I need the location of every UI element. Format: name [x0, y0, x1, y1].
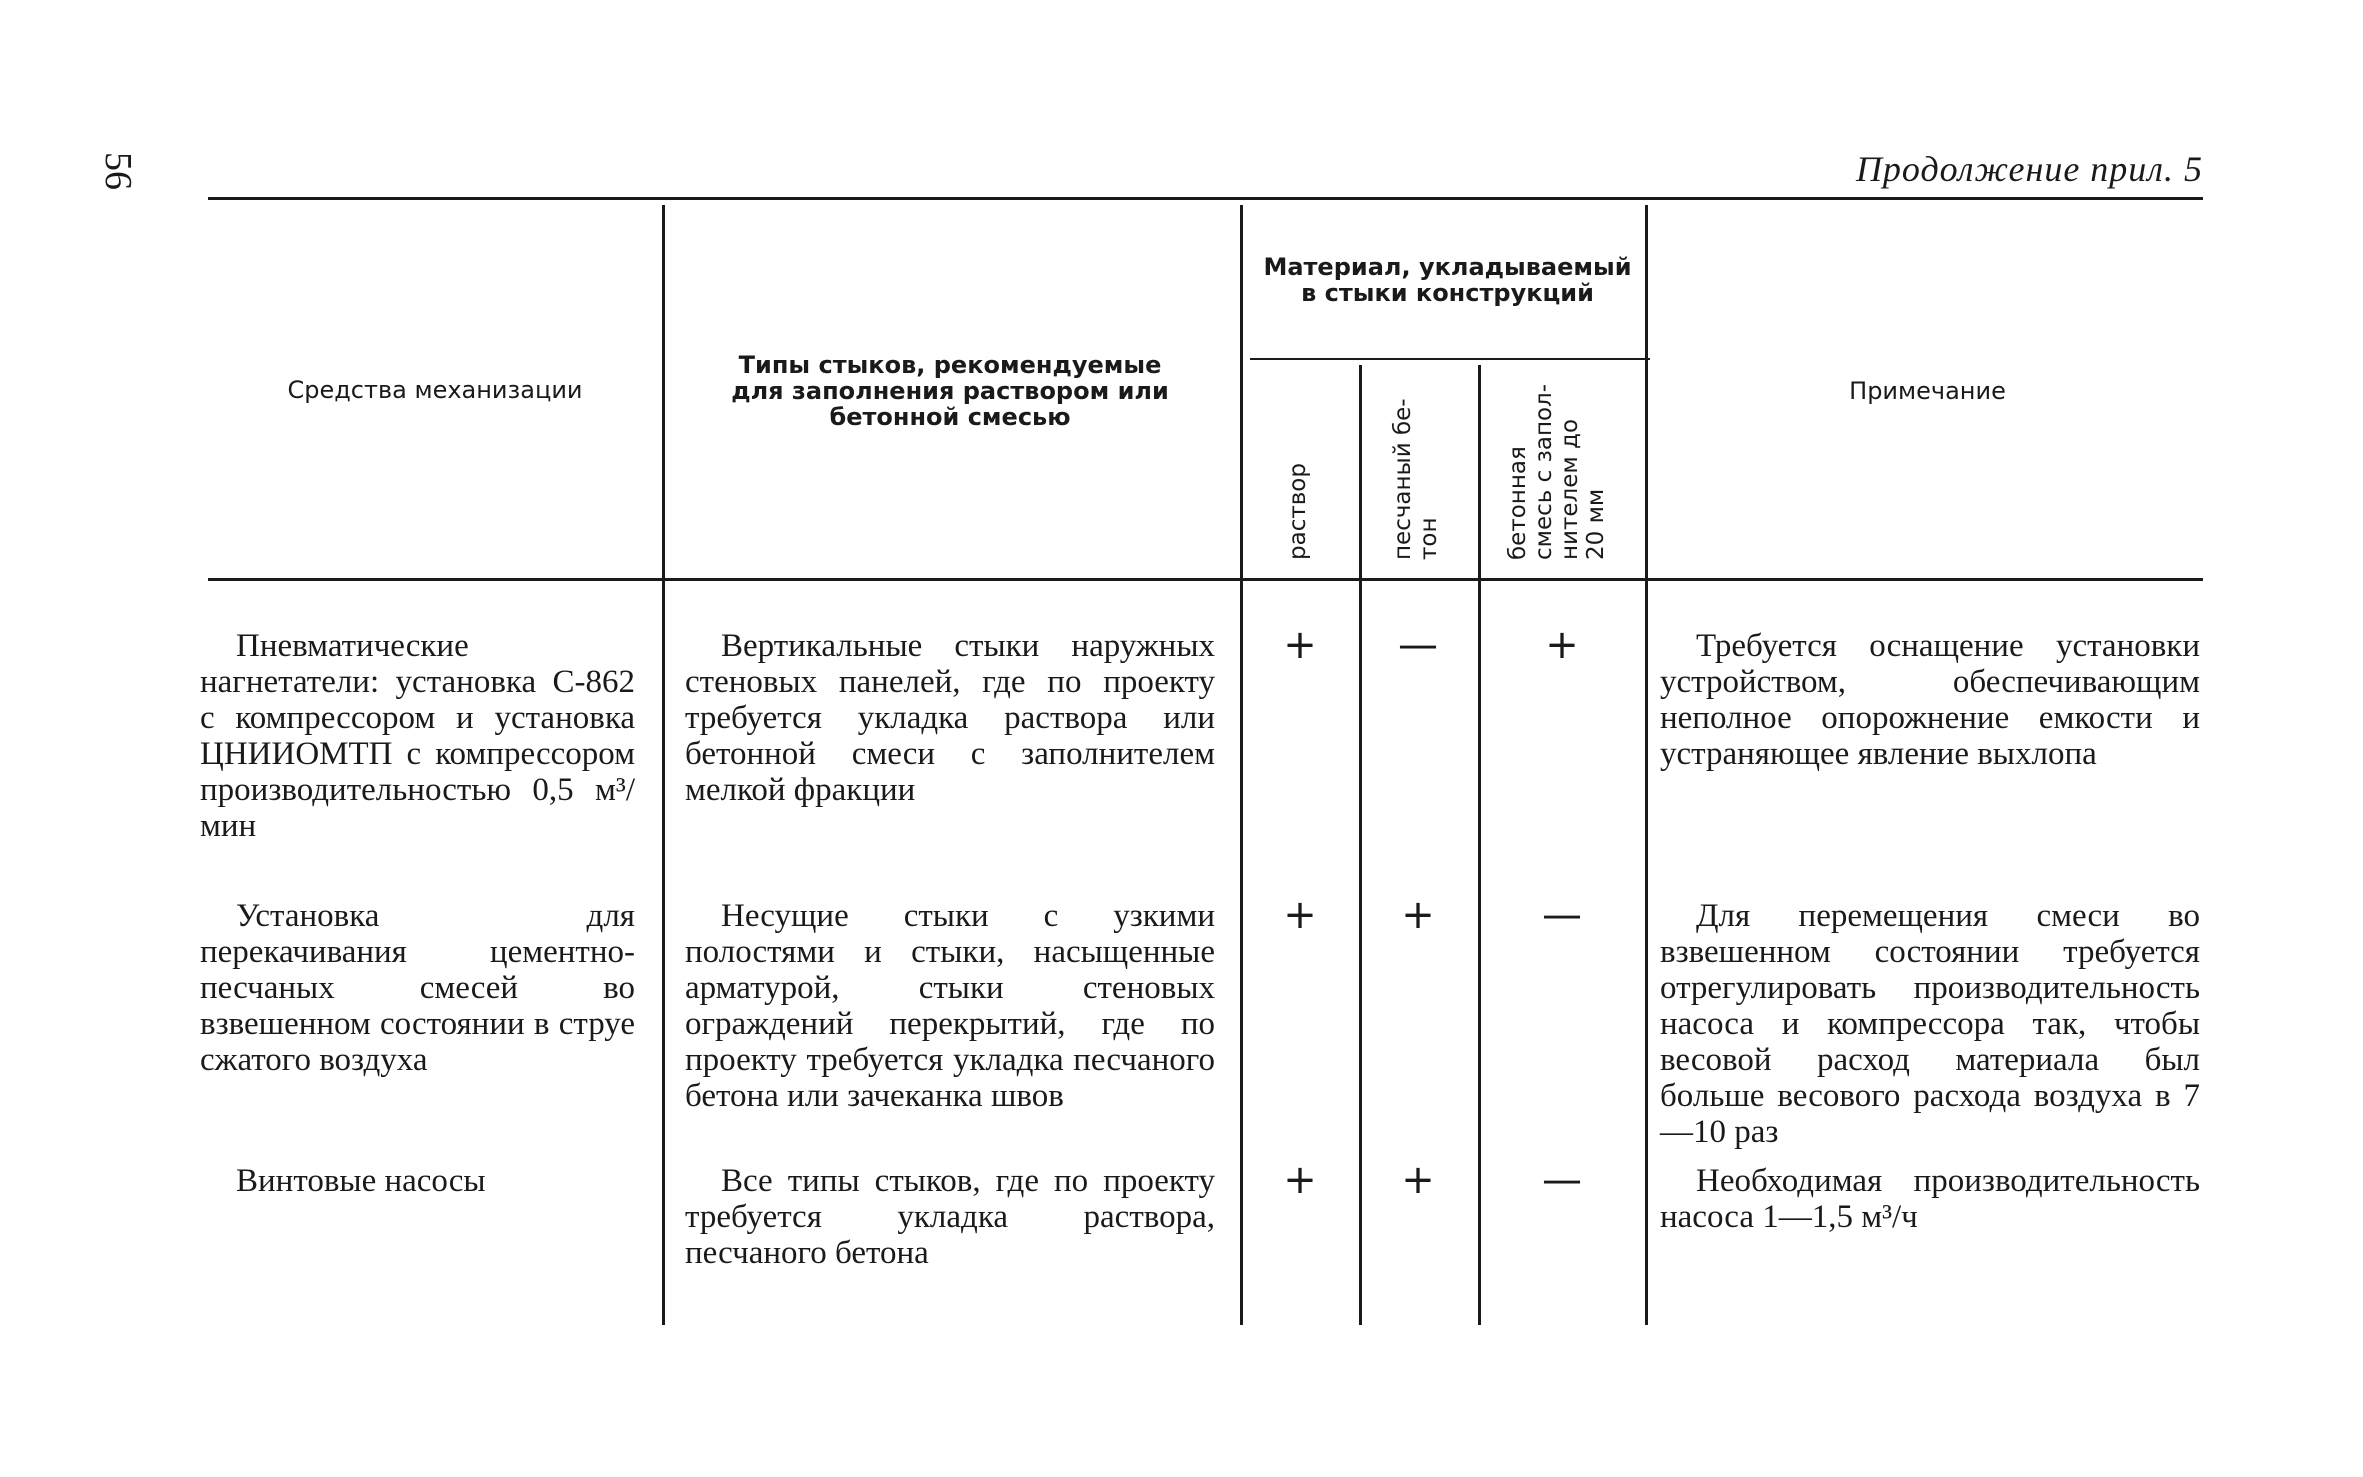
column-rule-5 — [1645, 205, 1648, 1325]
row-3-sand-concrete-mark: + — [1401, 1157, 1435, 1203]
table-row-3-joints — [685, 1163, 1215, 1271]
header-note: Примечание — [1849, 377, 2006, 405]
column-rule-4 — [1478, 365, 1481, 1325]
table-row-1-joints — [685, 628, 1215, 808]
table-top-rule — [208, 197, 2203, 200]
column-rule-3 — [1359, 365, 1362, 1325]
table-row-2-joints — [685, 898, 1215, 1114]
material-group-rule — [1250, 358, 1650, 360]
header-means: Средства механизации — [287, 376, 583, 404]
header-material-mortar: раствор — [1285, 463, 1311, 560]
header-material-group: Материал, укладываемый в стыки конструкций — [1263, 253, 1632, 307]
row-2-note-text: Для перемещения смеси во взвешенном состоянии требуется отрегулировать производительность насоса и компрессора так, чтобы весовой расход материала был больше весового расхода воздуха в 7—10 раз — [1660, 898, 2200, 1150]
table-row-1-means — [200, 628, 635, 844]
row-2-joints-text: Несущие стыки с узкими полостями и стыки, насыщенные арматурой, стыки стеновых ограждений перекрытий, где по проекту требуется укладка песчаного бетона или зачеканка швов — [685, 898, 1215, 1114]
row-3-joints-text: Все типы стыков, где по проекту требуется укладка раствора, песчаного бетона — [685, 1163, 1215, 1271]
column-rule-1 — [662, 205, 665, 1325]
table-row-3-note — [1660, 1163, 2200, 1235]
header-material-sand-concrete: песчаный бе- тон — [1390, 398, 1442, 560]
row-2-sand-concrete-mark: + — [1401, 892, 1435, 938]
continuation-caption: Продолжение прил. 5 — [1855, 149, 2203, 189]
table-row-3-means — [200, 1163, 635, 1199]
header-joint-types: Типы стыков, рекомендуемые для заполнения раствором или бетонной смесью — [731, 351, 1169, 431]
row-3-note-text: Необходимая производительность насоса 1—1,5 м³/ч — [1660, 1163, 2200, 1235]
row-3-means-text: Винтовые насосы — [236, 1163, 486, 1199]
row-3-concrete-mix-mark: — — [1542, 1157, 1582, 1203]
row-1-note-text: Требуется оснащение установки устройством, обеспечивающим неполное опорожнение емкости и устраняющее явление выхлопа — [1660, 628, 2200, 772]
row-1-sand-concrete-mark: — — [1398, 622, 1438, 668]
table-row-2-means — [200, 898, 635, 1078]
row-1-concrete-mix-mark: + — [1545, 622, 1579, 668]
row-1-means-text: Пневматические нагнетатели: установка С-862 с компрессором и установка ЦНИИОМТП с компрессором производительностью 0,5 м³/мин — [200, 628, 635, 844]
header-material-concrete-mix: бетонная смесь с запол- нителем до 20 мм — [1505, 383, 1609, 560]
header-bottom-rule — [208, 578, 2203, 581]
row-1-mortar-mark: + — [1283, 622, 1317, 668]
row-2-concrete-mix-mark: — — [1542, 892, 1582, 938]
page-number: 56 — [97, 152, 139, 190]
row-2-means-text: Установка для перекачивания цементно-песчаных смесей во взвешенном состоянии в струе сжатого воздуха — [200, 898, 635, 1078]
row-3-mortar-mark: + — [1283, 1157, 1317, 1203]
row-2-mortar-mark: + — [1283, 892, 1317, 938]
row-1-joints-text: Вертикальные стыки наружных стеновых панелей, где по проекту требуется укладка раствора или бетонной смеси с заполнителем мелкой фракции — [685, 628, 1215, 808]
column-rule-2 — [1240, 205, 1243, 1325]
table-row-2-note — [1660, 898, 2200, 1150]
table-row-1-note — [1660, 628, 2200, 772]
